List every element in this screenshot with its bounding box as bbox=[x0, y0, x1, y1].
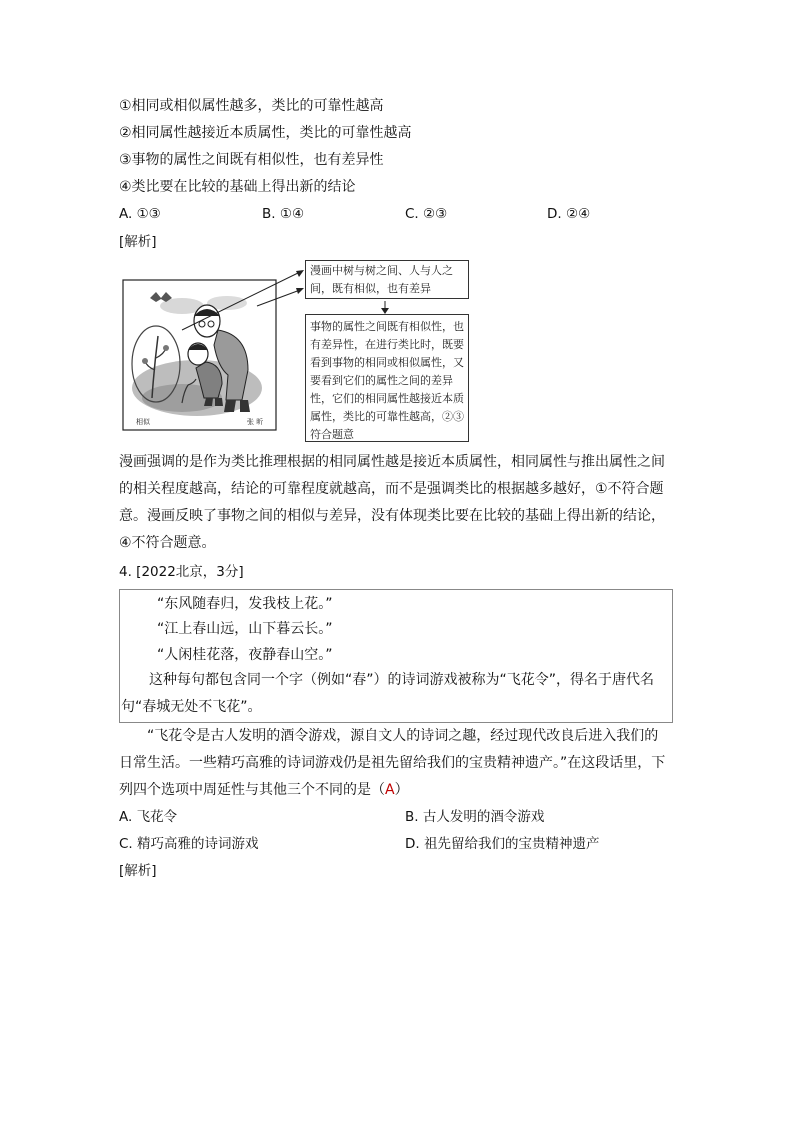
q4-question bbox=[119, 723, 671, 804]
q3-option-a: A. ①③ bbox=[119, 206, 161, 222]
q4-question-close: ） bbox=[394, 782, 409, 798]
q4-option-c: C. 精巧高雅的诗词游戏 bbox=[119, 836, 259, 852]
q4-answer: A bbox=[385, 782, 395, 798]
explanation-box-1: 漫画中树与树之间、人与人之间，既有相似，也有差异 bbox=[305, 260, 469, 299]
q4-box-paragraph: 这种每句都包含同一个字（例如“春”）的诗词游戏被称为“飞花令”，得名于唐代名句“春城无处不飞花”。 bbox=[121, 672, 655, 715]
q4-question-text: “飞花令是古人发明的酒令游戏，源自文人的诗词之趣，经过现代改良后进入我们的日常生活。一些精巧高雅的诗词游戏仍是祖先留给我们的宝贵精神遗产。”在这段话里，下列四个选项中周延性与其他三个不同的是（ bbox=[119, 728, 666, 798]
cartoon-caption-left: 相似 bbox=[136, 418, 150, 426]
q3-option-b: B. ①④ bbox=[262, 206, 305, 222]
q4-option-d: D. 祖先留给我们的宝贵精神遗产 bbox=[405, 836, 600, 852]
q3-statement-4: ④类比要在比较的基础上得出新的结论 bbox=[119, 179, 356, 195]
q4-header: 4. [2022北京，3分] bbox=[119, 564, 244, 580]
q3-analysis-label: [解析] bbox=[119, 234, 157, 250]
cartoon-caption-right: 张 昕 bbox=[247, 418, 264, 426]
q3-explanation: 漫画强调的是作为类比推理根据的相同属性越是接近本质属性，相同属性与推出属性之间的相关程度越高，结论的可靠程度就越高，而不是强调类比的根据越多越好，①不符合题意。漫画反映了事物之间的相似与差异，没有体现类比要在比较的基础上得出新的结论，④不符合题意。 bbox=[119, 454, 665, 551]
q4-poem-line-1: “东风随春归，发我枝上花。” bbox=[157, 596, 333, 612]
q4-poem-line-3: “人闲桂花落，夜静春山空。” bbox=[157, 647, 333, 663]
q3-option-c: C. ②③ bbox=[405, 206, 448, 222]
q4-option-b: B. 古人发明的酒令游戏 bbox=[405, 809, 545, 825]
explanation-box-2: 事物的属性之间既有相似性，也有差异性，在进行类比时，既要看到事物的相同或相似属性，又要看到它们的属性之间的差异性，它们的相同属性越接近本质属性，类比的可靠性越高，②③符合题意 bbox=[305, 314, 469, 442]
q3-option-d: D. ②④ bbox=[547, 206, 591, 222]
q4-analysis-label: [解析] bbox=[119, 863, 157, 879]
q3-statement-2: ②相同属性越接近本质属性，类比的可靠性越高 bbox=[119, 125, 412, 141]
q3-statement-3: ③事物的属性之间既有相似性，也有差异性 bbox=[119, 152, 384, 168]
q4-option-a: A. 飞花令 bbox=[119, 809, 178, 825]
analysis-figure bbox=[122, 258, 478, 444]
q3-statement-1: ①相同或相似属性越多，类比的可靠性越高 bbox=[119, 98, 384, 114]
q4-poem-line-2: “江上春山远，山下暮云长。” bbox=[157, 621, 333, 637]
